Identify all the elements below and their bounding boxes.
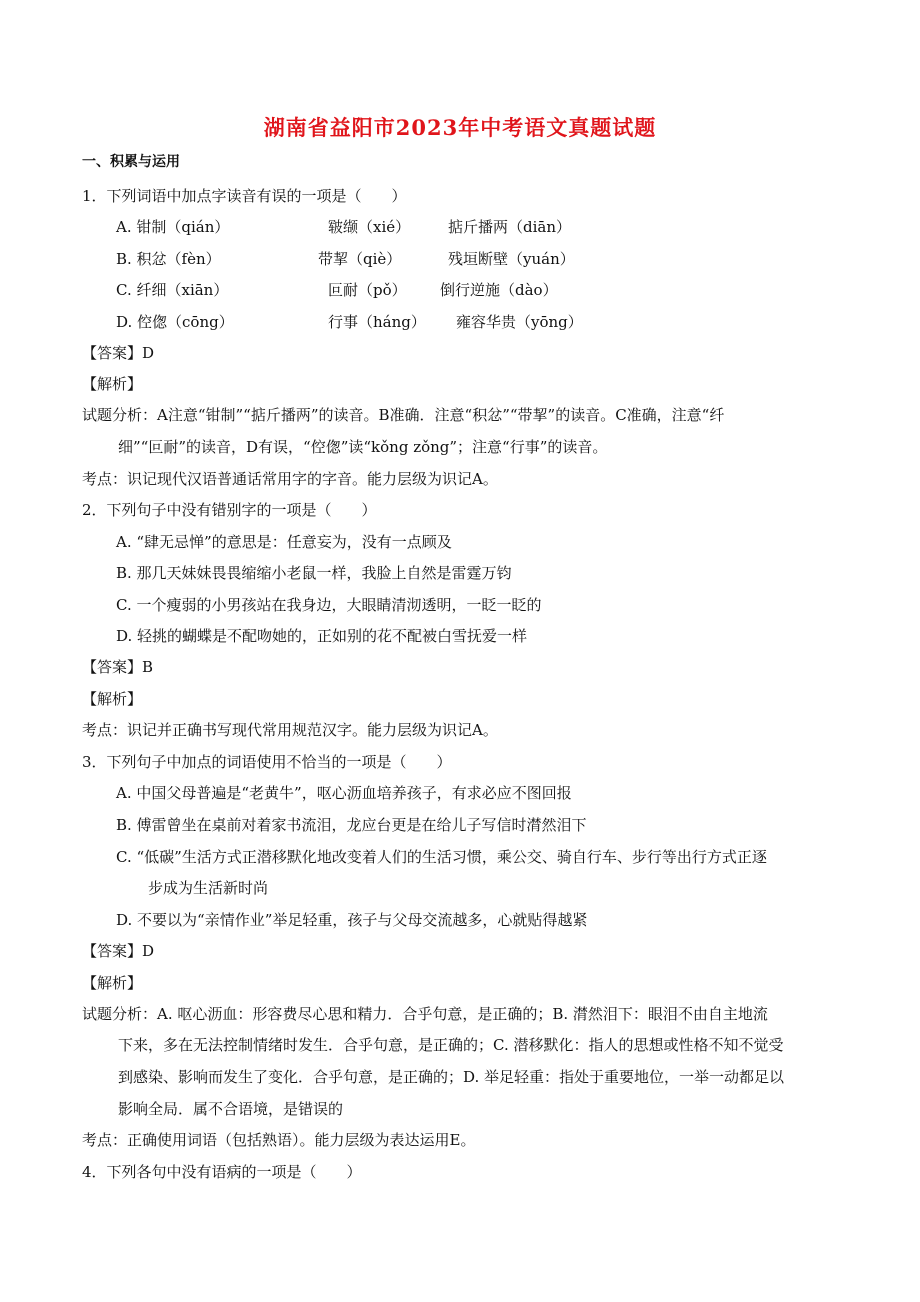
question-4-stem: 4．下列各句中没有语病的一项是（ ） — [82, 1163, 362, 1181]
question-3-stem: 3．下列句子中加点的词语使用不恰当的一项是（ ） — [82, 753, 452, 771]
q1-option-a-word1: A. 钳制（qián） — [116, 218, 230, 236]
q1-answer: 【答案】D — [82, 344, 155, 362]
q1-option-c-word3: 倒行逆施（dào） — [440, 281, 558, 299]
section-heading: 一、积累与运用 — [82, 154, 180, 170]
q2-option-c: C. 一个瘦弱的小男孩站在我身边，大眼睛清沏透明，一眨一眨的 — [116, 596, 542, 614]
q1-option-b-word3: 残垣断壁（yuán） — [448, 250, 575, 268]
question-1-stem: 1．下列词语中加点字读音有误的一项是（ ） — [82, 187, 407, 205]
q3-option-c: C. “低碳”生活方式正潜移默化地改变着人们的生活习惯，乘公交、骑自行车、步行等出行方式正逐 — [116, 848, 767, 866]
q3-analysis-heading: 【解析】 — [82, 974, 143, 992]
question-2-stem: 2．下列句子中没有错别字的一项是（ ） — [82, 501, 377, 519]
q1-option-b-word1: B. 积忿（fèn） — [116, 250, 221, 268]
q1-option-b-word2: 带挈（qiè） — [318, 250, 402, 268]
q3-exam-point: 考点：正确使用词语（包括熟语）。能力层级为表达运用E。 — [82, 1131, 476, 1149]
q3-option-b: B. 傅雷曾坐在桌前对着家书流泪，龙应台更是在给儿子写信时潸然泪下 — [116, 816, 587, 834]
q1-option-c-word2: 叵耐（pǒ） — [328, 281, 407, 299]
q3-analysis-line-4: 影响全局．属不合语境，是错误的 — [118, 1100, 344, 1118]
q3-analysis-line-3: 到感染、影响而发生了变化．合乎句意，是正确的；D. 举足轻重：指处于重要地位，一举一动都足以 — [118, 1068, 785, 1086]
q2-option-d: D. 轻挑的蝴蝶是不配吻她的，正如别的花不配被白雪抚爱一样 — [116, 627, 528, 645]
page-title: 湖南省益阳市2023年中考语文真题试题 — [263, 115, 657, 140]
q2-analysis-heading: 【解析】 — [82, 690, 143, 708]
q3-option-c-continued: 步成为生活新时尚 — [148, 879, 269, 897]
q1-analysis-line-1: 试题分析：A注意“钳制”“掂斤播两”的读音。B准确．注意“积忿”“带挈”的读音。C准确，注意“纤 — [82, 406, 725, 424]
q3-analysis-line-2: 下来，多在无法控制情绪时发生．合乎句意，是正确的；C. 潜移默化：指人的思想或性格不知不觉受 — [118, 1036, 784, 1054]
q2-option-b: B. 那几天妹妹畏畏缩缩小老鼠一样，我脸上自然是雷霆万钧 — [116, 564, 512, 582]
q2-option-a: A. “肆无忌惮”的意思是：任意妄为，没有一点顾及 — [116, 533, 452, 551]
q3-analysis-line-1: 试题分析：A. 呕心沥血：形容费尽心思和精力．合乎句意，是正确的；B. 潸然泪下：眼泪不由自主地流 — [82, 1005, 768, 1023]
q3-option-d: D. 不要以为“亲情作业”举足轻重，孩子与父母交流越多，心就贴得越紧 — [116, 911, 588, 929]
q1-option-d-word3: 雍容华贵（yōng） — [456, 313, 583, 331]
q3-option-a: A. 中国父母普遍是“老黄牛”，呕心沥血培养孩子，有求必应不图回报 — [116, 784, 572, 802]
q1-option-a-word3: 掂斤播两（diān） — [448, 218, 572, 236]
q1-option-d-word2: 行事（háng） — [328, 313, 426, 331]
q2-answer: 【答案】B — [82, 658, 154, 676]
q2-exam-point: 考点：识记并正确书写现代常用规范汉字。能力层级为识记A。 — [82, 721, 498, 739]
q1-option-c-word1: C. 纤细（xiān） — [116, 281, 229, 299]
q1-option-d-word1: D. 倥偬（cōng） — [116, 313, 234, 331]
q1-analysis-heading: 【解析】 — [82, 375, 143, 393]
q1-exam-point: 考点：识记现代汉语普通话常用字的字音。能力层级为识记A。 — [82, 470, 498, 488]
q1-analysis-line-2: 细”“叵耐”的读音，D有误，“倥偬”读“kǒng zǒng”；注意“行事”的读音。 — [118, 438, 608, 456]
q1-option-a-word2: 皲缬（xié） — [328, 218, 411, 236]
q3-answer: 【答案】D — [82, 942, 155, 960]
